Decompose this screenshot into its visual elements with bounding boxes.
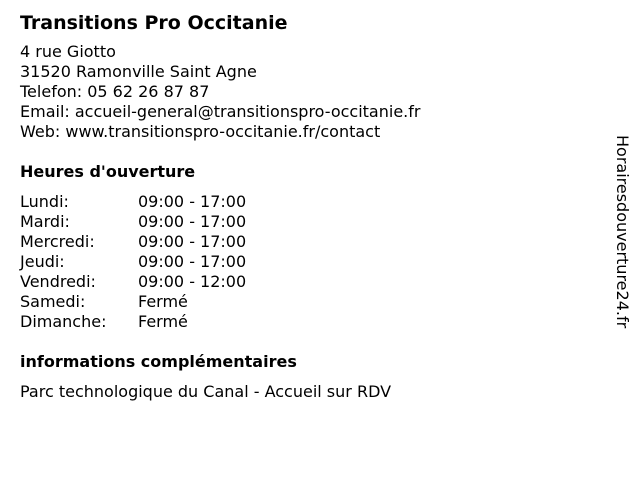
day-label: Lundi: <box>20 192 69 211</box>
street-address: 4 rue Giotto <box>20 42 116 61</box>
day-label: Vendredi: <box>20 272 96 291</box>
city-address: 31520 Ramonville Saint Agne <box>20 62 257 81</box>
hours-heading: Heures d'ouverture <box>20 162 196 181</box>
day-time: 09:00 - 17:00 <box>138 212 247 231</box>
contact-block <box>20 42 600 142</box>
day-time: 09:00 - 12:00 <box>138 272 247 291</box>
day-label: Mercredi: <box>20 232 95 251</box>
day-label: Dimanche: <box>20 312 107 331</box>
hours-row-samedi <box>20 292 600 312</box>
day-time: 09:00 - 17:00 <box>138 252 247 271</box>
day-label: Jeudi: <box>20 252 65 271</box>
day-time: 09:00 - 17:00 <box>138 232 247 251</box>
business-name: Transitions Pro Occitanie <box>20 12 288 34</box>
day-time: Fermé <box>138 312 188 331</box>
web-line: Web: www.transitionspro-occitanie.fr/contact <box>20 122 381 141</box>
info-heading: informations complémentaires <box>20 352 297 371</box>
site-watermark: Horairesdouverture24.fr <box>613 135 632 329</box>
business-card <box>20 10 600 402</box>
hours-row-jeudi <box>20 252 600 272</box>
hours-row-mercredi <box>20 232 600 252</box>
hours-row-mardi <box>20 212 600 232</box>
day-label: Mardi: <box>20 212 70 231</box>
hours-row-lundi <box>20 192 600 212</box>
hours-row-dimanche <box>20 312 600 332</box>
hours-table <box>20 192 600 332</box>
day-time: Fermé <box>138 292 188 311</box>
info-text: Parc technologique du Canal - Accueil sur RDV <box>20 382 392 401</box>
email-line: Email: accueil-general@transitionspro-occitanie.fr <box>20 102 421 121</box>
hours-row-vendredi <box>20 272 600 292</box>
phone-line: Telefon: 05 62 26 87 87 <box>20 82 210 101</box>
day-label: Samedi: <box>20 292 86 311</box>
day-time: 09:00 - 17:00 <box>138 192 247 211</box>
